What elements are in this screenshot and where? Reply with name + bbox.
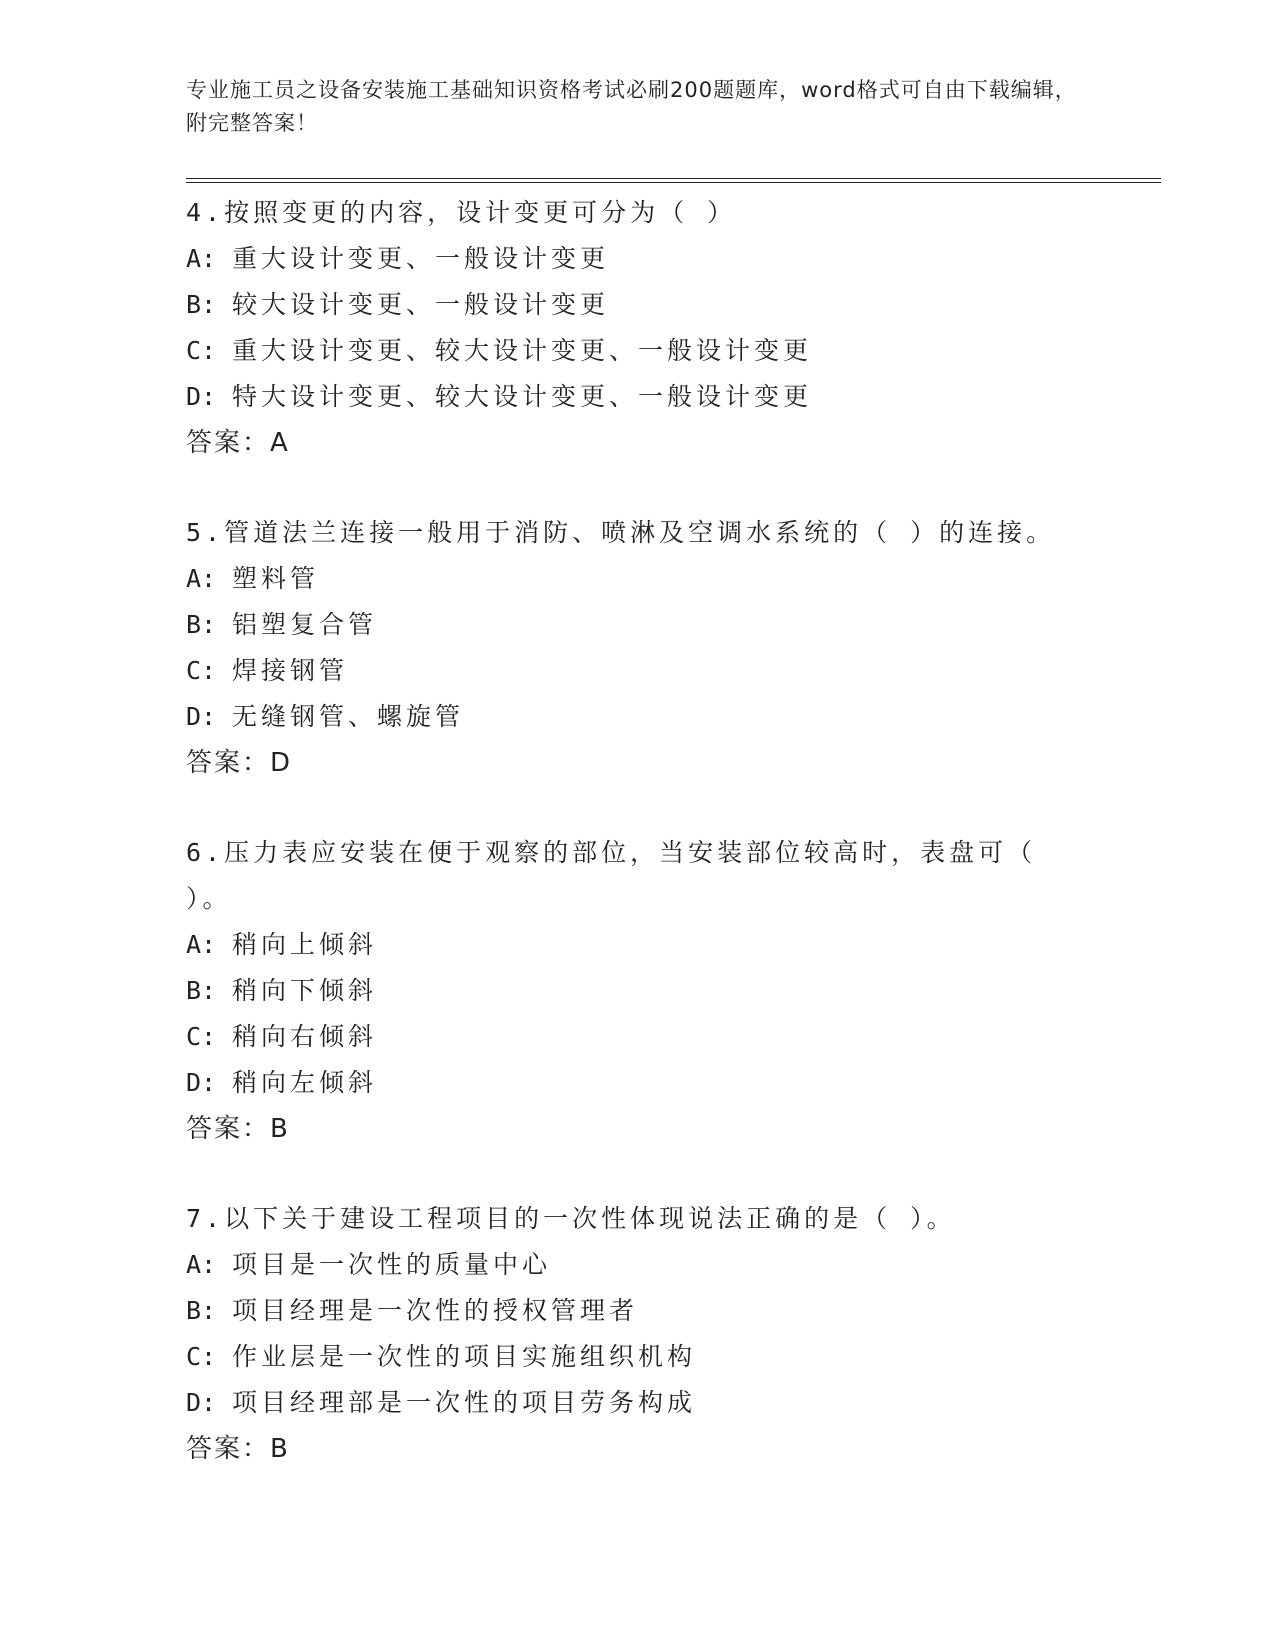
question-stem: 4.按照变更的内容，设计变更可分为（ ） [186, 198, 737, 227]
question-stem: 5.管道法兰连接一般用于消防、喷淋及空调水系统的（ ）的连接。 [186, 518, 1056, 547]
option-a [186, 922, 1166, 968]
option-key: B: [186, 1296, 217, 1325]
question-stem: 6.压力表应安装在便于观察的部位，当安装部位较高时，表盘可（ ）。 [186, 838, 1037, 913]
option-text: 稍向上倾斜 [232, 930, 378, 959]
question-item [186, 510, 1166, 786]
answer-label: 答案：B [186, 1114, 290, 1144]
option-text: 项目经理是一次性的授权管理者 [232, 1296, 639, 1325]
option-key: B: [186, 290, 217, 319]
option-text: 稍向右倾斜 [232, 1022, 378, 1051]
option-key: D: [186, 1388, 217, 1417]
document-header: 专业施工员之设备安装施工基础知识资格考试必刷200题题库，word格式可自由下载编辑，附完整答案！ [186, 78, 1077, 135]
option-text: 较大设计变更、一般设计变更 [232, 290, 610, 319]
option-b [186, 1288, 1166, 1334]
option-d [186, 374, 1166, 420]
option-key: B: [186, 610, 217, 639]
option-b [186, 602, 1166, 648]
option-key: A: [186, 244, 217, 273]
answer-label: 答案：D [186, 748, 293, 778]
option-a [186, 236, 1166, 282]
option-text: 稍向左倾斜 [232, 1068, 378, 1097]
question-item [186, 1196, 1166, 1472]
option-key: D: [186, 1068, 217, 1097]
answer-label: 答案：B [186, 1434, 290, 1464]
option-text: 特大设计变更、较大设计变更、一般设计变更 [232, 382, 813, 411]
option-text: 重大设计变更、较大设计变更、一般设计变更 [232, 336, 813, 365]
question-item [186, 830, 1166, 1152]
option-key: D: [186, 702, 217, 731]
header-divider-bottom [186, 182, 1161, 183]
option-a [186, 1242, 1166, 1288]
option-c [186, 328, 1166, 374]
option-text: 塑料管 [232, 564, 320, 593]
option-key: D: [186, 382, 217, 411]
option-d [186, 694, 1166, 740]
option-key: A: [186, 930, 217, 959]
option-text: 项目经理部是一次性的项目劳务构成 [232, 1388, 697, 1417]
question-stem: 7.以下关于建设工程项目的一次性体现说法正确的是（ ）。 [186, 1204, 956, 1233]
option-text: 项目是一次性的质量中心 [232, 1250, 552, 1279]
answer-label: 答案：A [186, 428, 290, 458]
question-item [186, 190, 1166, 466]
option-text: 焊接钢管 [232, 656, 349, 685]
option-text: 稍向下倾斜 [232, 976, 378, 1005]
header-divider-top [186, 178, 1161, 179]
question-list [186, 190, 1166, 1516]
option-key: B: [186, 976, 217, 1005]
option-key: C: [186, 336, 217, 365]
option-key: A: [186, 1250, 217, 1279]
option-text: 无缝钢管、螺旋管 [232, 702, 465, 731]
option-text: 重大设计变更、一般设计变更 [232, 244, 610, 273]
option-c [186, 1014, 1166, 1060]
option-d [186, 1060, 1166, 1106]
option-key: C: [186, 1342, 217, 1371]
option-d [186, 1380, 1166, 1426]
option-b [186, 968, 1166, 1014]
option-a [186, 556, 1166, 602]
option-text: 作业层是一次性的项目实施组织机构 [232, 1342, 697, 1371]
option-c [186, 648, 1166, 694]
option-c [186, 1334, 1166, 1380]
option-key: C: [186, 656, 217, 685]
option-text: 铝塑复合管 [232, 610, 378, 639]
option-key: A: [186, 564, 217, 593]
option-key: C: [186, 1022, 217, 1051]
option-b [186, 282, 1166, 328]
